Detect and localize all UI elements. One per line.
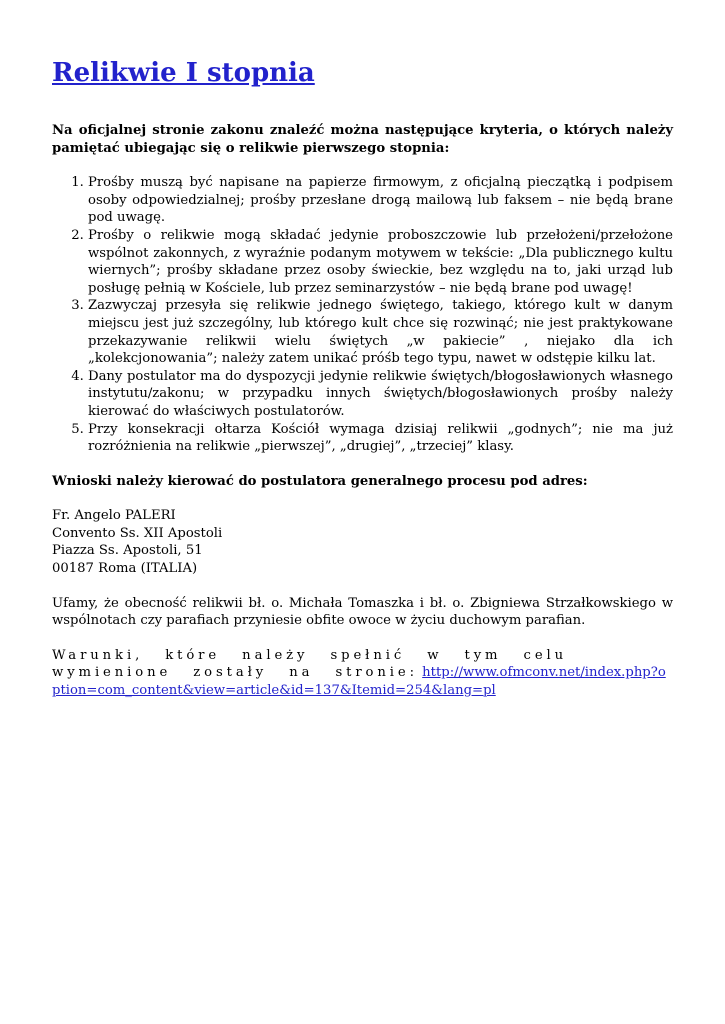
ofmconv-link[interactable]: http://www.ofmconv.net/index.php?option=com_content&view=article&id=137&Itemid=254&lang=pl <box>52 665 666 699</box>
criteria-item: 3. Zazwyczaj przesyła się relikwie jednego świętego, takiego, którego kult w danym miejscu jest już szczególny, lub którego kult chce się rozwinąć; nie jest praktykowane przekazywanie relikwii wielu świętych „w pakiecie” , niejako dla ich „kolekcjonowania”; należy zatem unikać próśb tego typu, nawet w odstępie kilku lat. <box>88 297 673 367</box>
criteria-item: 5. Przy konsekracji ołtarza Kościół wymaga dzisiaj relikwii „godnych”; nie ma już rozróżnienia na relikwie „pierwszej”, „drugiej”, „trzeciej” klasy. <box>88 421 673 456</box>
intro-paragraph: Na oficjalnej stronie zakonu znaleźć można następujące kryteria, o których należy pamiętać ubiegając się o relikwie pierwszego stopnia: <box>52 123 673 156</box>
title-link[interactable]: Relikwie I stopnia <box>52 58 315 88</box>
criteria-item: 4. Dany postulator ma do dyspozycji jedynie relikwie świętych/błogosławionych własnego instytutu/zakonu; w przypadku innych świętych/błogosławionych prośby należy kierować do właściwych postulatorów. <box>88 368 673 421</box>
address-line: 00187 Roma (ITALIA) <box>52 561 198 577</box>
terms-text: Warunki, które należy spełnić w tym celu wymienione zostały na stronie: <box>52 647 568 681</box>
address-line: Piazza Ss. Apostoli, 51 <box>52 543 203 559</box>
criteria-item: 1. Prośby muszą być napisane na papierze firmowym, z oficjalną pieczątką i podpisem osoby odpowiedzialnej; prośby przesłane drogą mailową lub faksem – nie będą brane pod uwagę. <box>88 174 673 227</box>
criteria-list <box>52 174 673 456</box>
closing-paragraph: Ufamy, że obecność relikwii bł. o. Michała Tomaszka i bł. o. Zbigniewa Strzałkowskiego w wspólnotach czy parafiach przyniesie obfite owoce w życiu duchowym parafian. <box>52 595 673 629</box>
criteria-item: 2. Prośby o relikwie mogą składać jedynie proboszczowie lub przełożeni/przełożone wspólnot zakonnych, z wyraźnie podanym motywem w tekście: „Dla publicznego kultu wiernych”; prośby składane przez osoby świeckie, bez względu na to, jaki urząd lub posługę pełnią w Kościele, lub przez seminarzystów – nie będą brane pod uwagę! <box>88 227 673 297</box>
terms-paragraph <box>52 647 673 700</box>
document-page <box>52 0 673 700</box>
address-line: Convento Ss. XII Apostoli <box>52 525 223 541</box>
postal-address <box>52 507 673 577</box>
page-title <box>52 0 673 91</box>
request-paragraph: Wnioski należy kierować do postulatora generalnego procesu pod adres: <box>52 473 588 489</box>
address-line: Fr. Angelo PALERI <box>52 508 176 524</box>
